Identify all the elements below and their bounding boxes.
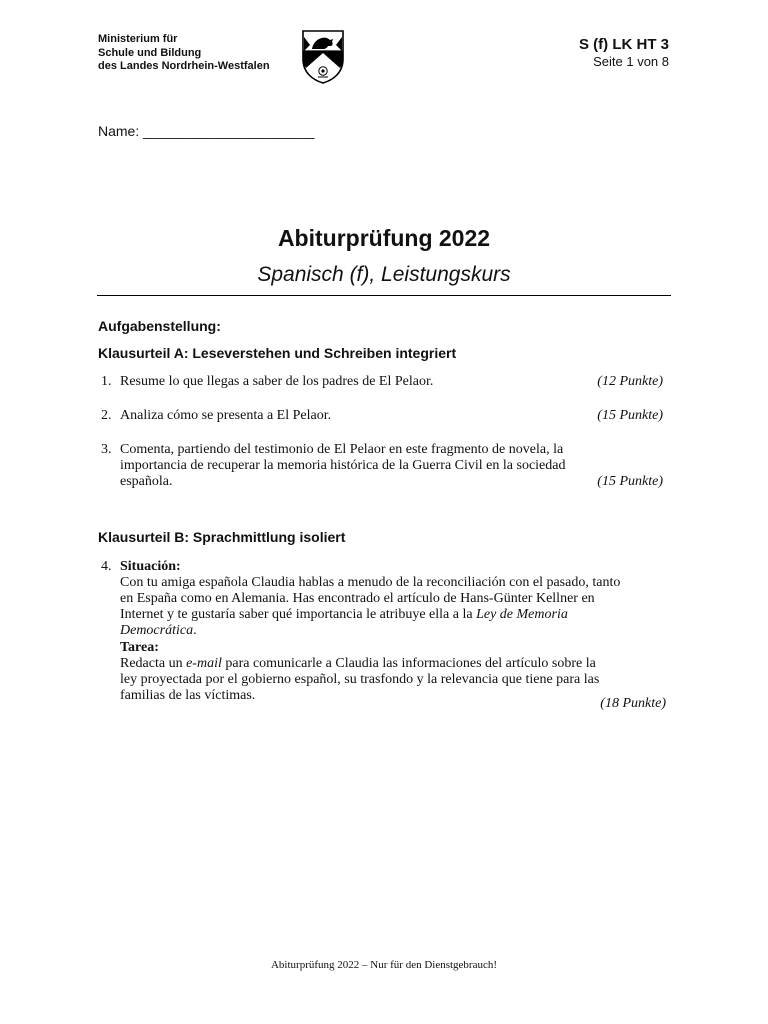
task-text: Con tu amiga española Claudia hablas a menudo de la reconciliación con el pasado, tanto — [120, 575, 621, 590]
task-text: española. — [120, 474, 173, 489]
title-divider — [97, 295, 671, 296]
task-text: Comenta, partiendo del testimonio de El Pelaor en este fragmento de novela, la — [120, 442, 564, 457]
task-item — [101, 559, 666, 711]
task-number: 1. — [101, 374, 112, 389]
task-points: (12 Punkte) — [597, 374, 663, 389]
task-text: en España como en Alemania. Has encontrado el artículo de Hans-Günter Kellner en — [120, 591, 595, 606]
name-field: Name: ______________________ — [98, 123, 315, 139]
exam-code: S (f) LK HT 3 — [579, 36, 669, 53]
email-term: e-mail — [186, 656, 222, 671]
task-number: 2. — [101, 408, 112, 423]
situacion-label: Situación: — [120, 559, 181, 574]
task-item — [101, 374, 663, 390]
task-text-segment: para comunicarle a Claudia las informaciones del artículo sobre la — [221, 656, 596, 671]
ministry-line: Schule und Bildung — [98, 46, 202, 59]
page-title: Abiturprüfung 2022 — [277, 225, 491, 251]
law-title: Ley de Memoria — [476, 607, 568, 622]
task-item — [101, 408, 663, 424]
page-subtitle: Spanisch (f), Leistungskurs — [257, 263, 511, 286]
task-text: Analiza cómo se presenta a El Pelaor. — [120, 408, 332, 423]
task-text — [120, 607, 666, 623]
ministry-name — [98, 33, 270, 74]
law-title: Democrática — [120, 623, 194, 638]
task-text: ley proyectada por el gobierno español, su trasfondo y la relevancia que tiene para las — [120, 672, 600, 687]
task-text-segment: . — [193, 623, 197, 638]
task-points: (15 Punkte) — [597, 474, 663, 489]
task-text: importancia de recuperar la memoria histórica de la Guerra Civil en la sociedad — [120, 458, 566, 473]
task-item — [101, 442, 663, 490]
page-info: Seite 1 von 8 — [593, 54, 669, 69]
section-label: Aufgabenstellung: — [98, 318, 221, 334]
task-points: (18 Punkte) — [600, 696, 666, 711]
task-points: (15 Punkte) — [597, 408, 663, 423]
task-number: 3. — [101, 442, 112, 457]
task-text — [120, 623, 666, 639]
ministry-line: des Landes Nordrhein-Westfalen — [98, 60, 270, 72]
task-number: 4. — [101, 559, 112, 574]
nrw-coat-of-arms-icon — [300, 29, 346, 85]
ministry-line: Ministerium für — [98, 33, 178, 45]
tarea-label: Tarea: — [120, 640, 159, 655]
task-text — [120, 656, 666, 672]
part-b-heading: Klausurteil B: Sprachmittlung isoliert — [98, 529, 346, 545]
page-footer: Abiturprüfung 2022 – Nur für den Dienstgebrauch! — [270, 959, 498, 971]
task-text-segment: Internet y te gustaría saber qué importancia le atribuye ella a la — [120, 607, 477, 622]
part-a-heading: Klausurteil A: Leseverstehen und Schreiben integriert — [98, 345, 457, 361]
task-text-segment: Redacta un — [120, 656, 187, 671]
task-text: Resume lo que llegas a saber de los padres de El Pelaor. — [120, 374, 434, 389]
task-text: familias de las víctimas. — [120, 688, 256, 703]
